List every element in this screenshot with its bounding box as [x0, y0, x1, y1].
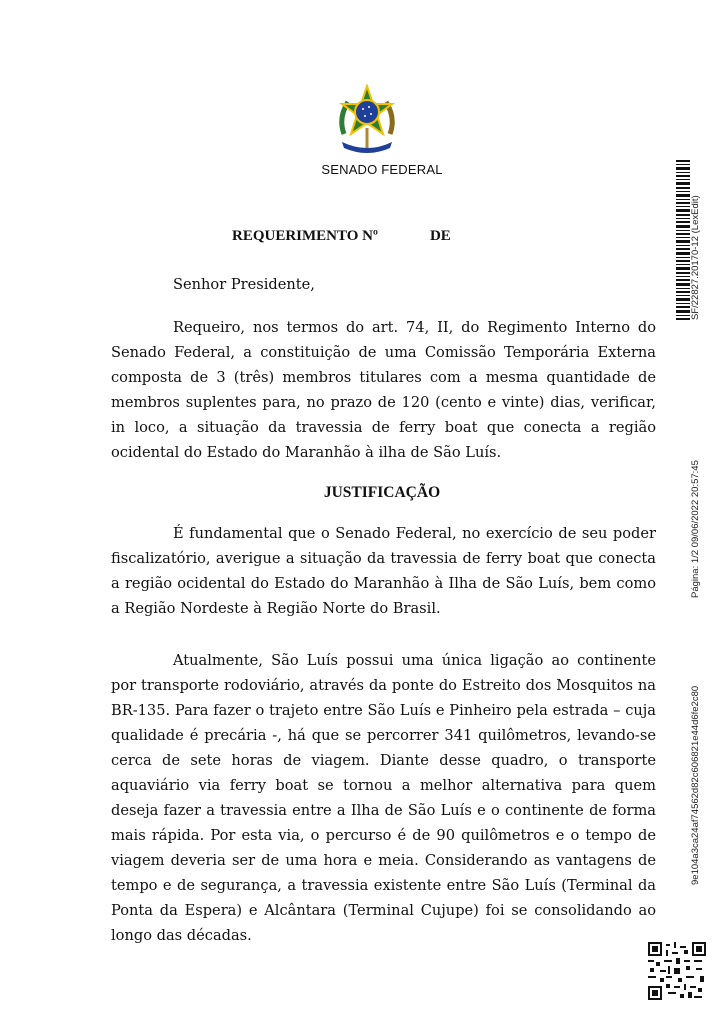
request-body: Requeiro, nos termos do art. 74, II, do Regimento Interno do Senado Federal, a constituição de uma Comissão Temporária Externa composta de 3 (três) membros titulares com a mesma quantidade de membros suplentes para, no prazo de 120 (cento e vinte) dias, verificar, in loco, a situação da travessia de ferry boat que conecta a região ocidental do Estado do Maranhão à ilha de São Luís.	[111, 319, 656, 461]
greeting: Senhor Presidente,	[173, 276, 315, 293]
request-title	[232, 228, 451, 245]
qr-code-icon	[648, 942, 706, 1000]
brasao-emblem-icon	[334, 84, 400, 158]
request-title-suffix: DE	[429, 228, 451, 244]
doc-code: SF/22827.20170-12 (LexEdit)	[690, 195, 701, 320]
page-info: Página: 1/2 09/06/2022 20:57:45	[690, 460, 701, 598]
barcode-icon	[676, 160, 690, 320]
document-hash: 9e104a3ca24af74562d82c606821e44d6fe2c80	[690, 685, 701, 885]
request-title-label: REQUERIMENTO Nº	[232, 228, 378, 244]
justification-title: JUSTIFICAÇÃO	[323, 484, 441, 501]
org-name: SENADO FEDERAL	[321, 162, 443, 177]
justification-paragraph-2: Atualmente, São Luís possui uma única ligação ao continente por transporte rodoviário, através da ponte do Estreito dos Mosquitos na BR-135. Para fazer o trajeto entre São Luís e Pinheiro pela estrada – cuja qualidade é precária -, há que se percorrer 341 quilômetros, levando-se cerca de sete horas de viagem. Diante desse quadro, o transporte aquaviário via ferry boat se tornou a melhor alternativa para quem deseja fazer a travessia entre a Ilha de São Luís e o continente de forma mais rápida. Por esta via, o percurso é de 90 quilômetros e o tempo de viagem deveria ser de uma hora e meia. Considerando as vantagens de tempo e de segurança, a travessia existente entre São Luís (Terminal da Ponta da Espera) e Alcântara (Terminal Cujupe) foi se consolidando ao longo das décadas.	[111, 652, 656, 944]
justification-paragraph-1: É fundamental que o Senado Federal, no exercício de seu poder fiscalizatório, averigue a situação da travessia de ferry boat que conecta a região ocidental do Estado do Maranhão à Ilha de São Luís, bem como a Região Nordeste à Região Norte do Brasil.	[111, 525, 656, 617]
